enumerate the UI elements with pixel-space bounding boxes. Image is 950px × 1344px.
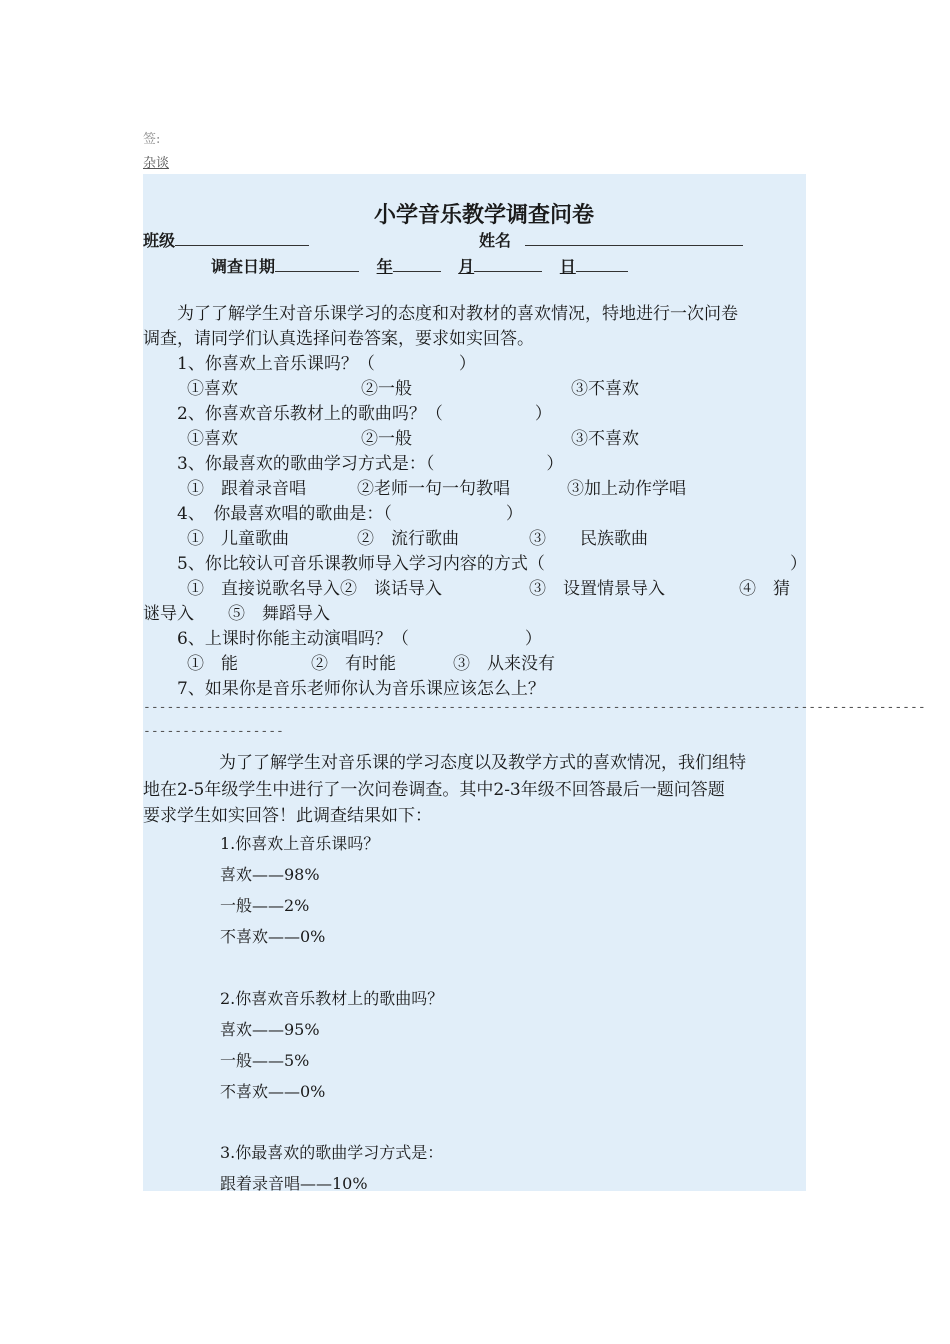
result-2-answer-3: 不喜欢——0% [220,1082,326,1101]
q2-option-3: ③不喜欢 [571,429,639,449]
article-panel [143,174,926,1193]
question-1: 1、你喜欢上音乐课吗？（ ） [177,354,476,374]
result-3-answer-1: 跟着录音唱——10% [220,1174,368,1193]
question-3: 3、你最喜欢的歌曲学习方式是：（ ） [177,454,564,474]
date-label: 调查日期 [211,257,276,276]
q4-option-3: ③ 民族歌曲 [529,529,648,549]
q3-option-3: ③加上动作学唱 [567,479,686,499]
question-7: 7、如果你是音乐老师你认为音乐课应该怎么上？ [177,679,545,699]
q6-option-3: ③ 从来没有 [453,654,555,674]
q5-option-5: 谜导入 ⑤ 舞蹈导入 [143,604,330,624]
q3-option-2: ②老师一句一句教唱 [357,479,510,499]
answer-line-2: ------------------ [143,724,284,739]
question-2: 2、你喜欢音乐教材上的歌曲吗？（ ） [177,404,552,424]
result-1-question: 1.你喜欢上音乐课吗？ [220,834,380,853]
year-label: 年 [376,257,393,276]
q5-option-3: ③ 设置情景导入 [529,579,665,599]
result-1-answer-3: 不喜欢——0% [220,927,326,946]
result-2-answer-2: 一般——5% [220,1051,310,1070]
results-intro-line3: 要求学生如实回答！此调查结果如下： [143,806,432,826]
result-2-question: 2.你喜欢音乐教材上的歌曲吗？ [220,989,444,1008]
tag-link[interactable]: 杂谈 [143,156,170,171]
class-field [143,228,309,251]
name-field [479,228,743,251]
q5-option-4: ④ 猜 [739,579,790,599]
question-5-close: ） [790,554,807,574]
question-5: 5、你比较认可音乐课教师导入学习内容的方式（ [177,554,545,574]
results-intro-line2: 地在2-5年级学生中进行了一次问卷调查。其中2-3年级不回答最后一题问答题 [143,780,725,800]
q4-option-2: ② 流行歌曲 [357,529,459,549]
question-4: 4、 你最喜欢唱的歌曲是：（ ） [177,504,523,524]
q5-option-1: ① 直接说歌名导入② 谈话导入 [187,579,442,599]
result-2-answer-1: 喜欢——95% [220,1020,320,1039]
results-intro-line1: 为了了解学生对音乐课的学习态度以及教学方式的喜欢情况，我们组特 [219,753,746,773]
survey-intro-line2: 调查，请同学们认真选择问卷答案，要求如实回答。 [143,329,534,349]
answer-line-1: ---------------------------------------------------------------------------------------------------- [143,700,926,715]
q3-option-1: ① 跟着录音唱 [187,479,306,499]
survey-intro-line1: 为了了解学生对音乐课学习的态度和对教材的喜欢情况，特地进行一次问卷 [177,304,738,324]
question-6: 6、上课时你能主动演唱吗？（ ） [177,629,542,649]
q2-option-2: ②一般 [361,429,412,449]
tag-label: 签: [143,132,161,147]
q1-option-1: ①喜欢 [187,379,238,399]
q2-option-1: ①喜欢 [187,429,238,449]
date-field [211,254,628,277]
q1-option-2: ②一般 [361,379,412,399]
result-1-answer-2: 一般——2% [220,896,310,915]
q6-option-1: ① 能 [187,654,238,674]
class-label: 班级 [143,231,176,250]
result-1-answer-1: 喜欢——98% [220,865,320,884]
month-label: 月 [458,257,475,276]
q6-option-2: ② 有时能 [311,654,396,674]
survey-title: 小学音乐教学调查问卷 [374,202,595,228]
q4-option-1: ① 儿童歌曲 [187,529,289,549]
result-3-question: 3.你最喜欢的歌曲学习方式是： [220,1143,444,1162]
name-label: 姓名 [479,231,512,250]
day-label: 日 [559,257,576,276]
q1-option-3: ③不喜欢 [571,379,639,399]
